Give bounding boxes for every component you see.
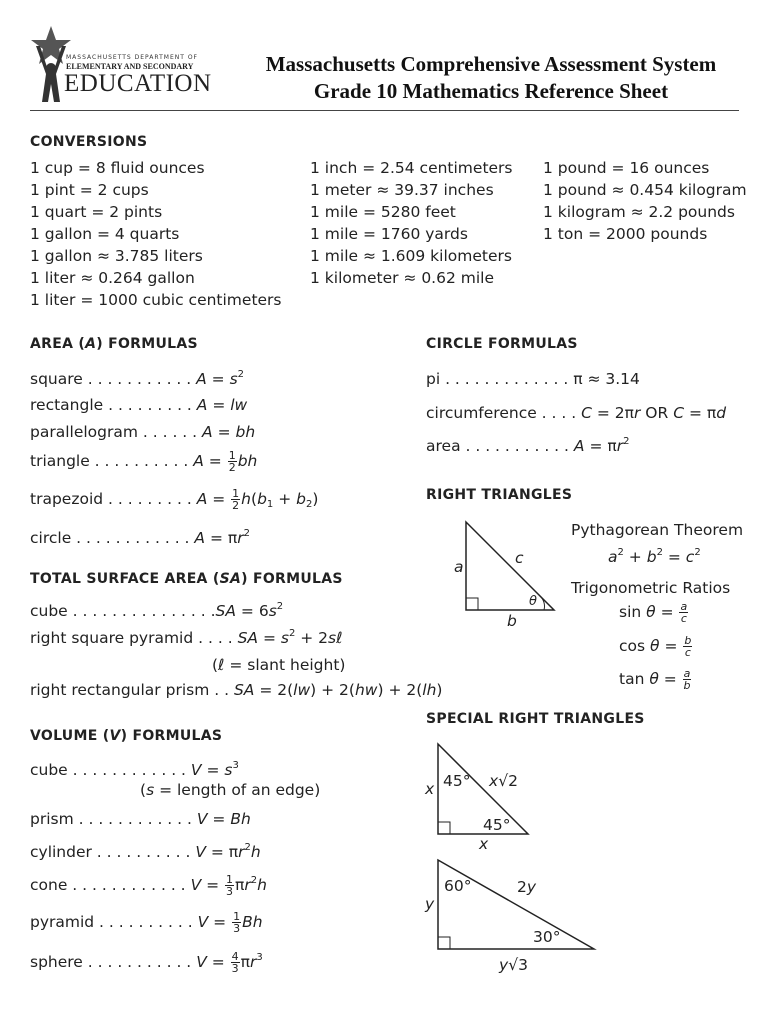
conversion-item: 1 gallon ≈ 3.785 liters bbox=[30, 247, 203, 265]
conversion-item: 1 quart = 2 pints bbox=[30, 203, 163, 221]
conversion-item: 1 ton = 2000 pounds bbox=[543, 225, 708, 243]
title-line1: Massachusetts Comprehensive Assessment System bbox=[265, 52, 717, 76]
logo-dept-line1: MASSACHUSETTS DEPARTMENT OF bbox=[66, 54, 198, 61]
conversions-heading: CONVERSIONS bbox=[30, 134, 148, 150]
conversion-item: 1 pound = 16 ounces bbox=[543, 159, 710, 177]
volume-cone: cone . . . . . . . . . . . . V = $\frac{1}{3}$ $\pi r^2h$ bbox=[30, 873, 267, 898]
circle-pi: pi . . . . . . . . . . . . . π ≈ 3.14 bbox=[426, 370, 640, 388]
volume-prism: prism . . . . . . . . . . . . V = Bh bbox=[30, 810, 251, 828]
volume-cylinder: cylinder . . . . . . . . . . $V = \pi r^2h$ bbox=[30, 842, 261, 861]
t2-hyp-label: 2y bbox=[517, 878, 537, 896]
trig-label: Trigonometric Ratios bbox=[571, 579, 731, 597]
area-circle: circle . . . . . . . . . . . . $A = \pi r^2$ bbox=[30, 528, 250, 547]
logo-dept-line2: ELEMENTARY AND SECONDARY bbox=[66, 62, 194, 71]
label-c: c bbox=[515, 549, 524, 567]
t2-left-label: y bbox=[425, 895, 435, 913]
surface-cube: cube . . . . . . . . . . . . . . $.SA = 6s^2$ bbox=[30, 601, 284, 620]
conversion-item: 1 cup = 8 fluid ounces bbox=[30, 159, 205, 177]
circle-circumference: circumference . . . . C = 2πr OR C = πd bbox=[426, 404, 727, 422]
pythagorean-formula: $a^2 + b^2 = c^2$ bbox=[608, 547, 701, 566]
t1-left-label: x bbox=[425, 780, 435, 798]
conversion-item: 1 mile = 1760 yards bbox=[310, 225, 468, 243]
area-trapezoid: trapezoid . . . . . . . . . A = $\frac{1}{2}$ $h(b_1 + b_2)$ bbox=[30, 487, 319, 512]
conversion-item: 1 kilometer ≈ 0.62 mile bbox=[310, 269, 495, 287]
conversion-item: 1 liter ≈ 0.264 gallon bbox=[30, 269, 195, 287]
surface-prism: right rectangular prism . . SA = 2(lw) + 2(hw) + 2(lh) bbox=[30, 681, 443, 699]
conversions-col3 bbox=[543, 157, 747, 245]
volume-cube: cube . . . . . . . . . . . . $V = s^3$ bbox=[30, 760, 239, 779]
conversion-item: 1 inch = 2.54 centimeters bbox=[310, 159, 513, 177]
conversion-item: 1 liter = 1000 cubic centimeters bbox=[30, 291, 282, 309]
conversion-item: 1 mile = 5280 feet bbox=[310, 203, 456, 221]
right-triangles-heading: RIGHT TRIANGLES bbox=[426, 487, 573, 503]
label-a: a bbox=[454, 558, 464, 576]
pythagorean-label: Pythagorean Theorem bbox=[571, 521, 744, 539]
t1-bottom-label: x bbox=[479, 835, 489, 853]
volume-sphere: sphere . . . . . . . . . . . V = $\frac{4}{3}$ $\pi r^3$ bbox=[30, 950, 263, 975]
area-parallelogram: parallelogram . . . . . . A = bh bbox=[30, 423, 256, 441]
logo bbox=[28, 24, 228, 106]
circle-heading: CIRCLE FORMULAS bbox=[426, 336, 578, 352]
t2-angle-bottom: 30° bbox=[533, 928, 561, 946]
t1-hyp-label: x√2 bbox=[489, 772, 518, 790]
volume-edge-note: (s = length of an edge) bbox=[140, 781, 321, 799]
label-b: b bbox=[507, 612, 517, 630]
triangle-30-60-90 bbox=[430, 856, 600, 954]
header-rule bbox=[30, 110, 739, 111]
area-rectangle: rectangle . . . . . . . . . A = lw bbox=[30, 396, 248, 414]
label-theta: θ bbox=[529, 594, 537, 609]
logo-dept-line3: EDUCATION bbox=[64, 70, 212, 97]
special-heading: SPECIAL RIGHT TRIANGLES bbox=[426, 711, 645, 727]
volume-heading: VOLUME (V) FORMULAS bbox=[30, 728, 223, 744]
conversion-item: 1 kilogram ≈ 2.2 pounds bbox=[543, 203, 735, 221]
conversion-item: 1 pound ≈ 0.454 kilogram bbox=[543, 181, 747, 199]
conversion-item: 1 pint = 2 cups bbox=[30, 181, 149, 199]
area-heading: AREA (A) FORMULAS bbox=[30, 336, 198, 352]
conversion-item: 1 mile ≈ 1.609 kilometers bbox=[310, 247, 512, 265]
right-triangle-diagram bbox=[448, 518, 564, 630]
conversion-item: 1 gallon = 4 quarts bbox=[30, 225, 180, 243]
tan-ratio: tan θ = $\frac{a}{b}$ bbox=[619, 667, 691, 692]
conversion-item: 1 meter ≈ 39.37 inches bbox=[310, 181, 494, 199]
surface-heading: TOTAL SURFACE AREA (SA) FORMULAS bbox=[30, 571, 343, 587]
area-square: square . . . . . . . . . . . $A = s^2$ bbox=[30, 369, 245, 388]
circle-area: area . . . . . . . . . . . $A = \pi r^2$ bbox=[426, 436, 630, 455]
cos-ratio: cos θ = $\frac{b}{c}$ bbox=[619, 634, 692, 659]
title-line2: Grade 10 Mathematics Reference Sheet bbox=[313, 79, 669, 103]
volume-pyramid: pyramid . . . . . . . . . . V = $\frac{1}{3}$ Bh bbox=[30, 910, 263, 935]
conversions-col1 bbox=[30, 157, 282, 311]
t2-angle-top: 60° bbox=[444, 877, 472, 895]
area-triangle: triangle . . . . . . . . . . A = $\frac{1}{2}$ bh bbox=[30, 449, 258, 474]
surface-pyramid: right square pyramid . . . . SA = $s^2$ + 2sℓ bbox=[30, 628, 343, 647]
t1-angle-bottom: 45° bbox=[483, 816, 511, 834]
surface-slant-note: (ℓ = slant height) bbox=[212, 656, 346, 674]
sin-ratio: sin θ = $\frac{a}{c}$ bbox=[619, 600, 688, 625]
t2-bottom-label: y√3 bbox=[499, 956, 528, 974]
conversions-col2 bbox=[310, 157, 513, 289]
t1-angle-top: 45° bbox=[443, 772, 471, 790]
